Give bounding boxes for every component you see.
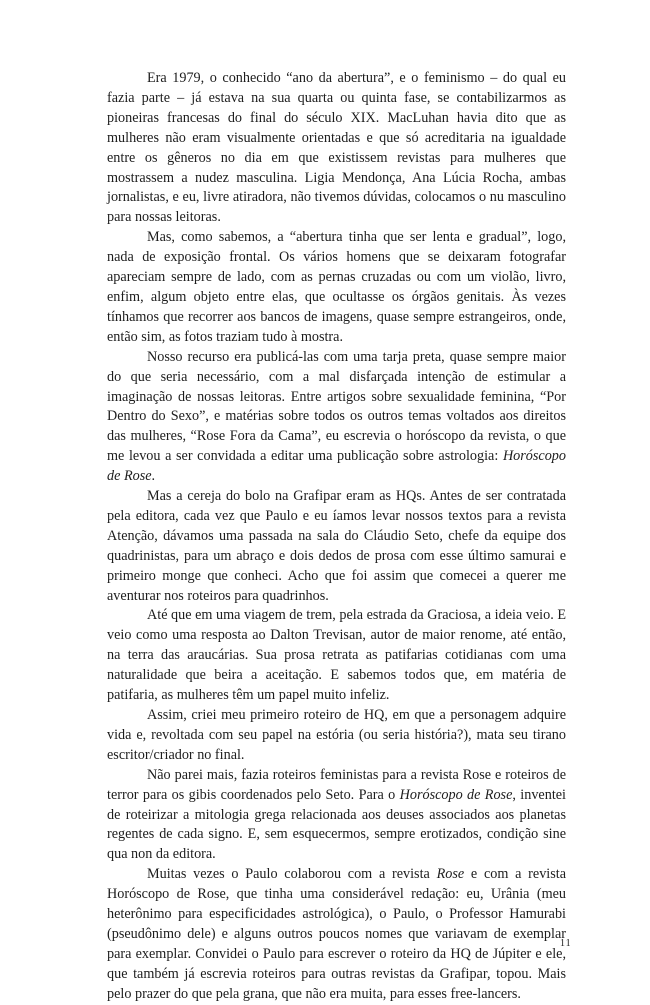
- paragraph-8-text: Muitas vezes o Paulo colaborou com a revista: [147, 866, 437, 883]
- paragraph-3-text-end: .: [151, 468, 156, 485]
- paragraph-7-text: Não parei mais, fazia roteiros feministas para a revista Rose e roteiros de terror para os gibis coordenados pelo Seto. Para o: [107, 766, 566, 803]
- paragraph-5: Até que em uma viagem de trem, pela estrada da Graciosa, a ideia veio. E veio como uma resposta ao Dalton Trevisan, autor de maior renome, até então, na terra das araucárias. Sua prosa retrata as patifarias cotidianas com uma naturalidade que beira a aceitação. E sabemos todos que, em matéria de patifaria, as mulheres têm um papel muito infeliz.: [107, 607, 566, 704]
- paragraph-2: Mas, como sabemos, a “abertura tinha que ser lenta e gradual”, logo, nada de exposição frontal. Os vários homens que se deixaram fotografar apareciam sempre de lado, com as pernas cruzadas ou com um violão, livro, enfim, algum objeto entre elas, que ocultasse os órgãos genitais. Às vezes tínhamos que recorrer aos bancos de imagens, quase sempre estrangeiros, onde, então sim, as fotos traziam tudo à mostra.: [107, 229, 566, 345]
- paragraph-8-text-end: e com a revista Horóscopo de Rose, que tinha uma considerável redação: eu, Urânia (meu heterônimo para especificidades astrológica), o Paulo, o Professor Hamurabi (pseudônimo dele) e alguns outros poucos nomes que variavam de exemplar para exemplar. Convidei o Paulo para escrever o roteiro da HQ de Júpiter e ele, que também já escrevia roteiros para outras revistas da Grafipar, topou. Mais pelo prazer do que pela grana, que não era muita, para esses free-lancers.: [107, 866, 566, 1002]
- paragraph-7-text-end: , inventei de roteirizar a mitologia grega relacionada aos deuses associados aos planetas regentes de cada signo. E, sem esquecermos, sempre erotizados, condição sine qua non da editora.: [107, 786, 567, 863]
- paragraph-7: [107, 766, 566, 866]
- paragraph-8-title: Rose: [436, 866, 465, 883]
- paragraph-3-text: Nosso recurso era publicá-las com uma tarja preta, quase sempre maior do que seria necessário, com a mal disfarçada intenção de estimular a imaginação de nossas leitoras. Entre artigos sobre sexualidade feminina, “Por Dentro do Sexo”, e matérias sobre todos os outros temas voltados aos direitos das mulheres, “Rose Fora da Cama”, eu escrevia o horóscopo da revista, o que me levou a ser convidada a editar uma publicação sobre astrologia:: [107, 348, 566, 465]
- paragraph-3-title: Horóscopo de Rose: [107, 448, 566, 485]
- paragraph-4: Mas a cereja do bolo na Grafipar eram as HQs. Antes de ser contratada pela editora, cada vez que Paulo e eu íamos levar nossos textos para a revista Atenção, dávamos uma passada na sala do Cláudio Seto, chefe da equipe dos quadrinistas, para um abraço e dois dedos de prosa com esse último samurai e primeiro monge que conheci. Acho que foi assim que comecei a querer me aventurar nos roteiros para quadrinhos.: [107, 488, 566, 604]
- paragraph-3: [107, 348, 566, 487]
- paragraph-6: Assim, criei meu primeiro roteiro de HQ, em que a personagem adquire vida e, revoltada com seu papel na estória (ou seria história?), mata seu tirano escritor/criador no final.: [107, 707, 566, 763]
- paragraph-1: Era 1979, o conhecido “ano da abertura”, e o feminismo – do qual eu fazia parte – já estava na sua quarta ou quinta fase, se contabilizarmos as pioneiras francesas do final do século XIX. MacLuhan havia dito que as mulheres não eram visualmente orientadas e que só acreditaria na igualdade entre os gêneros no dia em que existissem revistas para mulheres que mostrassem a nudez masculina. Ligia Mendonça, Ana Lúcia Rocha, ambas jornalistas, e eu, livre atiradora, não tivemos dúvidas, colocamos o nu masculino para nossas leitoras.: [107, 70, 566, 226]
- page-number: 11: [560, 938, 572, 949]
- paragraph-8: [107, 865, 566, 1004]
- body-text: [107, 69, 566, 1005]
- paragraph-7-title: Horóscopo de Rose: [399, 786, 513, 803]
